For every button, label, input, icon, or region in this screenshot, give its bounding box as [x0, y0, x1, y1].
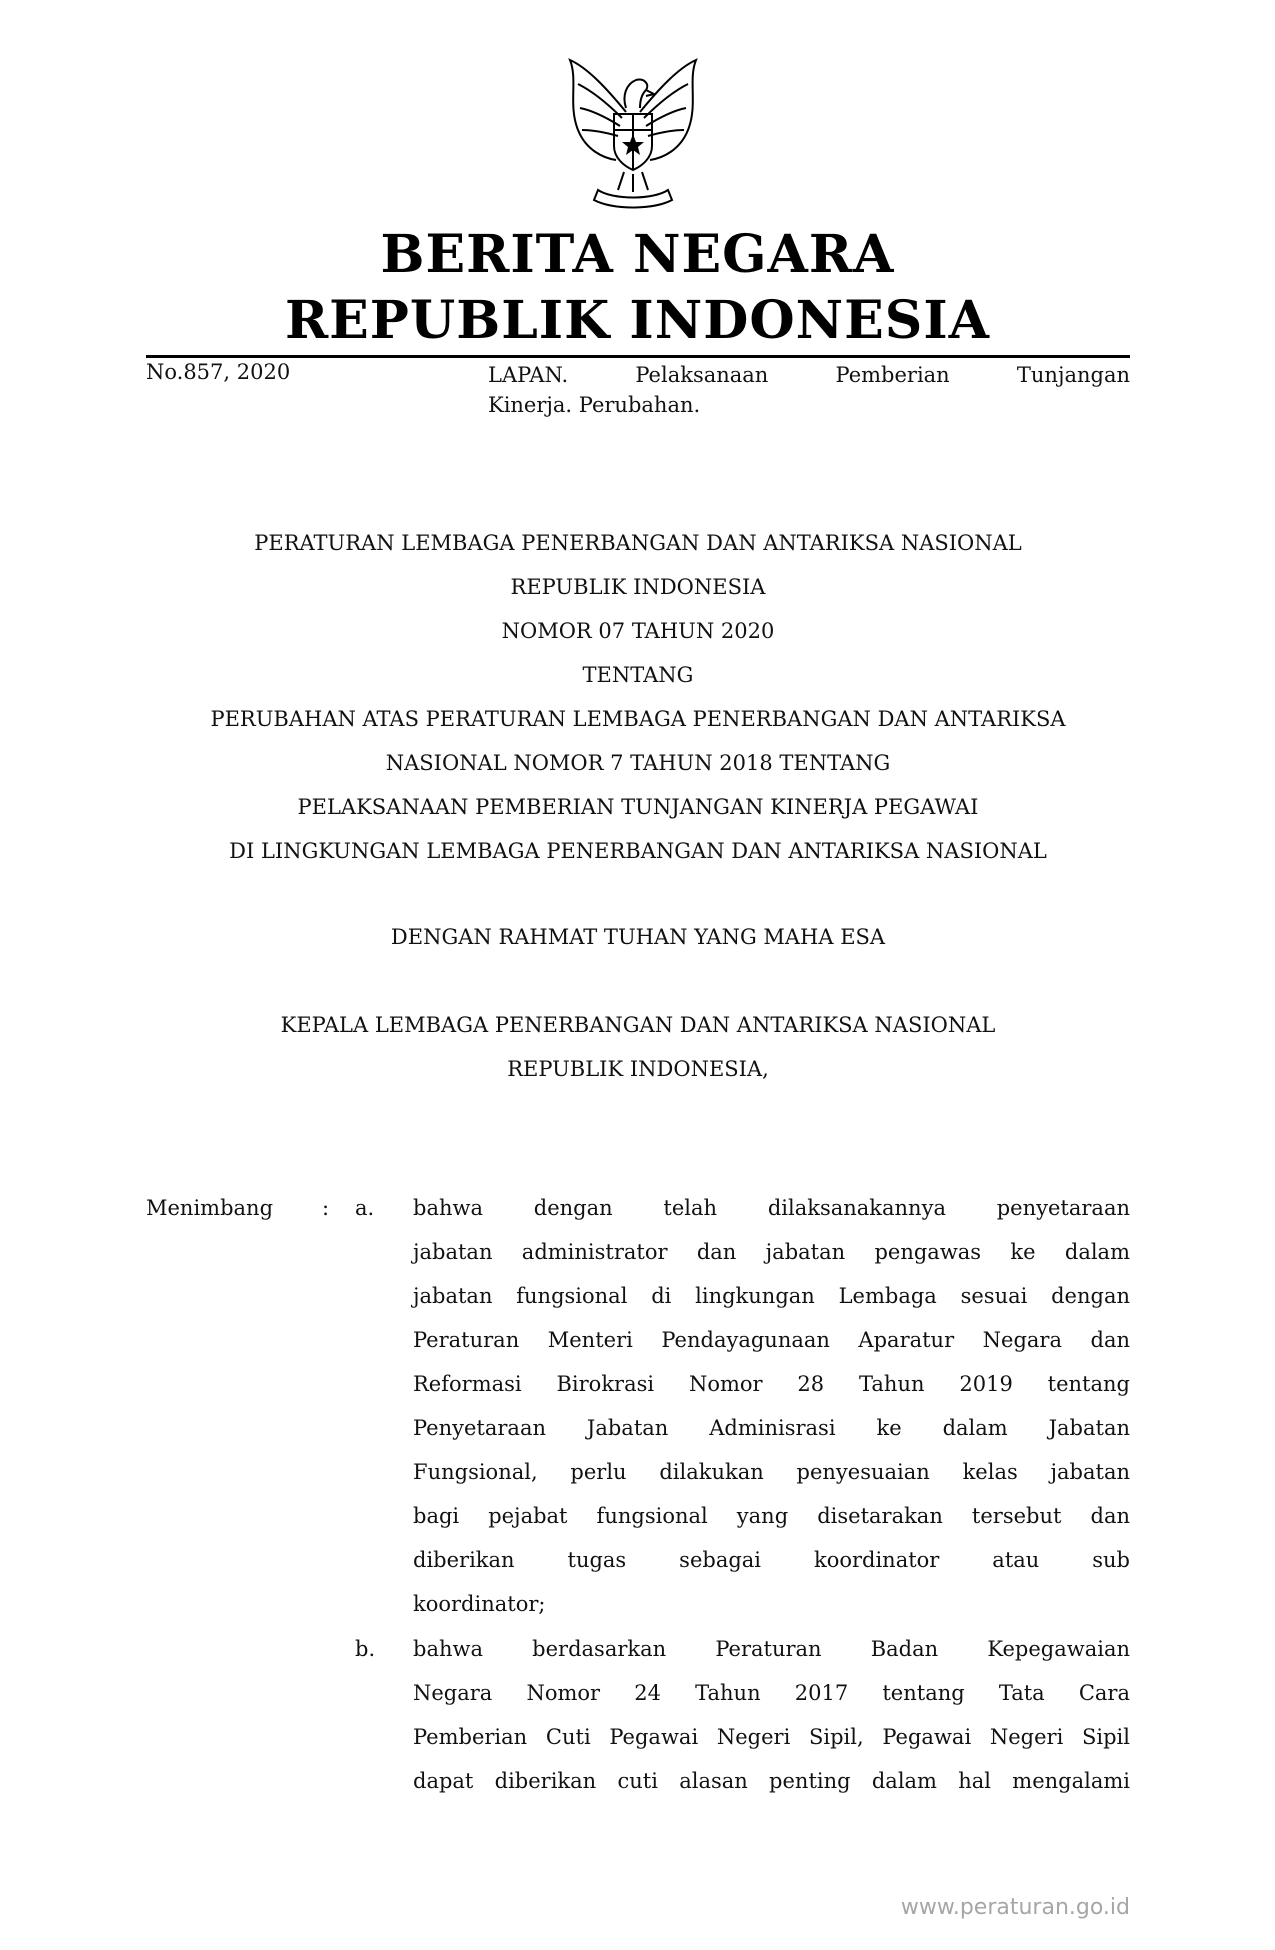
considerations-label: Menimbang: [146, 1196, 274, 1220]
para-line: Negara Nomor 24 Tahun 2017 tentang Tata Cara: [413, 1681, 1130, 1705]
title-line: PERATURAN LEMBAGA PENERBANGAN DAN ANTARIKSA NASIONAL: [254, 531, 1022, 555]
masthead-title: BERITA NEGARA: [380, 224, 895, 285]
para-line: Fungsional, perlu dilakukan penyesuaian kelas jabatan: [413, 1460, 1130, 1484]
considerations-colon: :: [322, 1196, 330, 1220]
masthead-subtitle: REPUBLIK INDONESIA: [284, 290, 991, 351]
issuer-line: REPUBLIK INDONESIA,: [507, 1057, 769, 1081]
para-line: jabatan fungsional di lingkungan Lembaga sesuai dengan: [413, 1284, 1130, 1308]
para-line: Peraturan Menteri Pendayagunaan Aparatur Negara dan: [413, 1328, 1130, 1352]
item-marker: a.: [355, 1196, 375, 1220]
source-watermark: www.peraturan.go.id: [900, 1895, 1130, 1920]
invocation: [146, 915, 1130, 959]
para-line: bahwa berdasarkan Peraturan Badan Kepegawaian: [413, 1637, 1130, 1661]
header-divider: [146, 355, 1130, 358]
title-line: REPUBLIK INDONESIA: [510, 575, 766, 599]
regulation-title: [146, 521, 1130, 873]
item-marker: b.: [355, 1637, 376, 1661]
para-line: bahwa dengan telah dilaksanakannya penyetaraan: [413, 1196, 1130, 1220]
issuer: [146, 1003, 1130, 1091]
para-line: bagi pejabat fungsional yang disetarakan tersebut dan: [413, 1504, 1130, 1528]
para-line: dapat diberikan cuti alasan penting dalam hal mengalami: [413, 1769, 1130, 1793]
garuda-emblem-icon: [548, 50, 718, 220]
para-line: koordinator;: [413, 1592, 546, 1616]
para-line: diberikan tugas sebagai koordinator atau sub: [413, 1548, 1130, 1572]
title-line: DI LINGKUNGAN LEMBAGA PENERBANGAN DAN ANTARIKSA NASIONAL: [229, 839, 1047, 863]
consideration-item-b: [413, 1627, 1130, 1803]
title-line: PERUBAHAN ATAS PERATURAN LEMBAGA PENERBANGAN DAN ANTARIKSA: [210, 707, 1066, 731]
gazette-subject: [488, 360, 1130, 420]
para-line: jabatan administrator dan jabatan pengawas ke dalam: [413, 1240, 1130, 1264]
para-line: Pemberian Cuti Pegawai Negeri Sipil, Pegawai Negeri Sipil: [413, 1725, 1130, 1749]
para-line: Reformasi Birokrasi Nomor 28 Tahun 2019 tentang: [413, 1372, 1130, 1396]
consideration-item-a: [413, 1186, 1130, 1626]
title-line: PELAKSANAAN PEMBERIAN TUNJANGAN KINERJA PEGAWAI: [297, 795, 979, 819]
title-line: TENTANG: [582, 663, 694, 687]
title-line: NOMOR 07 TAHUN 2020: [501, 619, 775, 643]
gazette-subject-line: Kinerja. Perubahan.: [488, 393, 701, 417]
para-line: Penyetaraan Jabatan Adminisrasi ke dalam Jabatan: [413, 1416, 1130, 1440]
gazette-subject-line: LAPAN. Pelaksanaan Pemberian Tunjangan: [488, 363, 1130, 387]
issuer-line: KEPALA LEMBAGA PENERBANGAN DAN ANTARIKSA NASIONAL: [280, 1013, 996, 1037]
title-line: NASIONAL NOMOR 7 TAHUN 2018 TENTANG: [385, 751, 891, 775]
invocation-text: DENGAN RAHMAT TUHAN YANG MAHA ESA: [390, 925, 886, 949]
gazette-number: No.857, 2020: [146, 360, 291, 384]
